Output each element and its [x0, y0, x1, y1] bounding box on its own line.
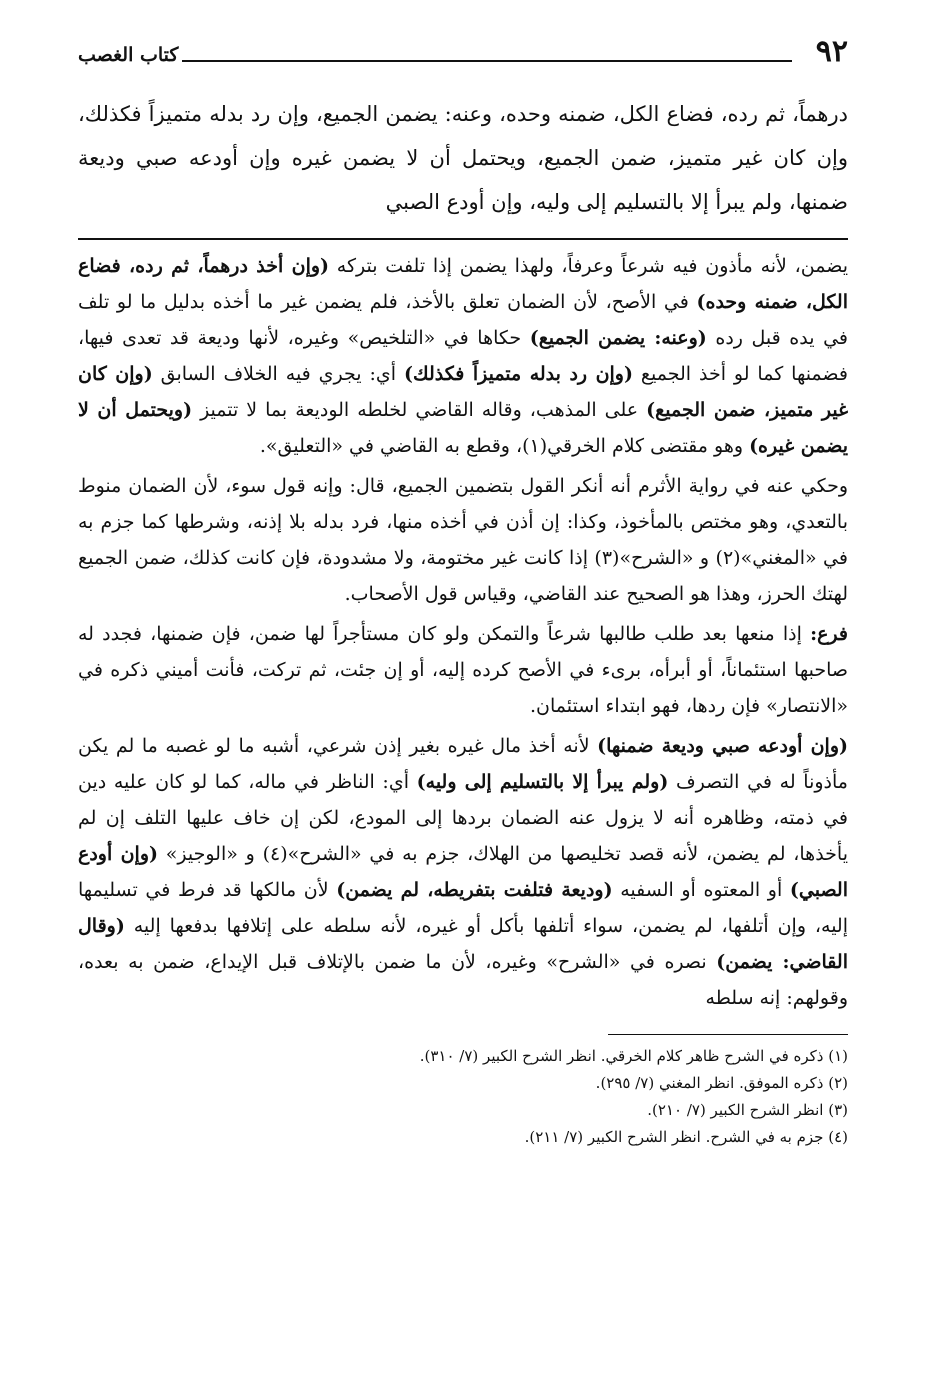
quoted-main-text: (وإن كان غير متميز، ضمن الجميع) [78, 363, 849, 421]
footnote-1: (١) ذكره في الشرح ظاهر كلام الخرقي. انظر الشرح الكبير (٧/ ٣١٠). [419, 1047, 848, 1065]
commentary-text: أي: الناظر في ماله، كما لو كان عليه دين في ذمته، وظاهره أنه لا يزول عنه الضمان بردها إلى المودع، لكن إن خاف عليها التلف إن لم يأخذها، لم يضمن، لأنه قصد تخليصها من الهلاك، جزم به في «الشرح»(٤) و «الوجيز» [78, 771, 848, 865]
commentary [78, 248, 848, 1016]
commentary-paragraph [78, 468, 848, 612]
quoted-main-text: فرع: [810, 623, 848, 645]
footnote-3: (٣) انظر الشرح الكبير (٧/ ٢١٠). [647, 1101, 848, 1119]
commentary-text: وحكي عنه في رواية الأثرم أنه أنكر القول بتضمين الجميع، قال: وإنه قول سوء، لأن الضمان منوط بالتعدي، وهو مختص بالمأخوذ، وكذا: إن أذن في أخذه منها، فرد بدله بلا إذنه، وشرطها كما جزم به في «المغني»(٢) و «الشرح»(٣) إذا كانت غير مختومة، ولا مشدودة، فإن كانت كذلك، ضمن الجميع لهتك الحرز، وهذا هو الصحيح عند القاضي، وقياس قول الأصحاب. [78, 475, 848, 605]
page-header [78, 30, 848, 74]
quoted-main-text: (ويحتمل أن لا يضمن غيره) [78, 399, 848, 457]
footnote-rule [608, 1034, 848, 1035]
commentary-text: أو المعتوه أو السفيه [612, 879, 790, 901]
page-number: ٩٢ [815, 34, 848, 69]
footnotes [78, 1043, 848, 1151]
quoted-main-text: (وديعة فتلفت بتفريطه، لم يضمن) [336, 879, 613, 901]
main-text-paragraph: درهماً، ثم رده، فضاع الكل، ضمنه وحده، وعنه: يضمن الجميع، وإن رد بدله متميزاً فكذلك، وإن كان غير متميز، ضمن الجميع، ويحتمل أن لا يضمن غيره وإن أودعه صبي وديعة ضمنها، ولم يبرأ إلا بالتسليم إلى وليه، وإن أودع الصبي [78, 102, 848, 214]
commentary-paragraph [78, 728, 848, 1016]
commentary-text: إذا منعها بعد طلب طالبها شرعاً والتمكن ولو كان مستأجراً لها ضمن، فإن ضمنها، فجدد له صاحبها استئماناً، أو أبرأه، برىء في الأصح كرده إليه، أو إن جئت، ثم تركت، فأنت أميني ذكره في «الانتصار» فإن ردها، فهو ابتداء استئمان. [78, 623, 848, 717]
commentary-text: في الأصح، لأن الضمان تعلق بالأخذ، فلم يضمن غير ما أخذه بدليل ما لو تلف في يده قبل رده [78, 291, 848, 349]
quoted-main-text: (وإن أودع الصبي) [78, 843, 848, 901]
main-text [78, 92, 848, 224]
quoted-main-text: (وإن رد بدله متميزاً فكذلك) [403, 363, 633, 385]
commentary-text: حكاها في «التلخيص» وغيره، لأنها وديعة قد تعدى فيها، فضمنها كما لو أخذ الجميع [78, 327, 848, 385]
quoted-main-text: (وإن أخذ درهماً، ثم رده، فضاع الكل، ضمنه وحده) [78, 255, 848, 313]
commentary-text: على المذهب، وقاله القاضي لخلطه الوديعة بما لا تتميز [192, 399, 647, 421]
quoted-main-text: (وإن أودعه صبي وديعة ضمنها) [597, 735, 848, 757]
quoted-main-text: (وقال القاضي: يضمن) [78, 915, 848, 973]
commentary-text: يضمن، لأنه مأذون فيه شرعاً وعرفاً، ولهذا يضمن إذا تلفت بتركه [329, 255, 848, 277]
header-rule [182, 60, 792, 62]
book-page [78, 30, 848, 1151]
commentary-text: نصره في «الشرح» وغيره، لأن ما ضمن بالإتلاف قبل الإيداع، ضمن به بعده، وقولهم: إنه سلطه [78, 951, 848, 1009]
quoted-main-text: (ولم يبرأ إلا بالتسليم إلى وليه) [416, 771, 669, 793]
commentary-text: لأن مالكها قد فرط في تسليمها إليه، وإن أتلفها، لم يضمن، سواء أتلفها بأكل أو غيره، لأنه سلطه على إتلافها بدفعها إليه [78, 879, 848, 937]
footnote-4: (٤) جزم به في الشرح. انظر الشرح الكبير (٧/ ٢١١). [524, 1128, 848, 1146]
text-divider [78, 238, 848, 240]
chapter-title: كتاب الغصب [78, 44, 179, 66]
commentary-paragraph [78, 248, 848, 464]
footnote-2: (٢) ذكره الموفق. انظر المغني (٧/ ٢٩٥). [595, 1074, 848, 1092]
commentary-text: لأنه أخذ مال غيره بغير إذن شرعي، أشبه ما لو غصبه ما لم يكن مأذوناً له في التصرف [78, 735, 848, 793]
commentary-paragraph [78, 616, 848, 724]
commentary-text: أي: يجري فيه الخلاف السابق [152, 363, 404, 385]
quoted-main-text: (وعنه: يضمن الجميع) [529, 327, 707, 349]
commentary-text: وهو مقتضى كلام الخرقي(١)، وقطع به القاضي في «التعليق». [259, 435, 750, 457]
